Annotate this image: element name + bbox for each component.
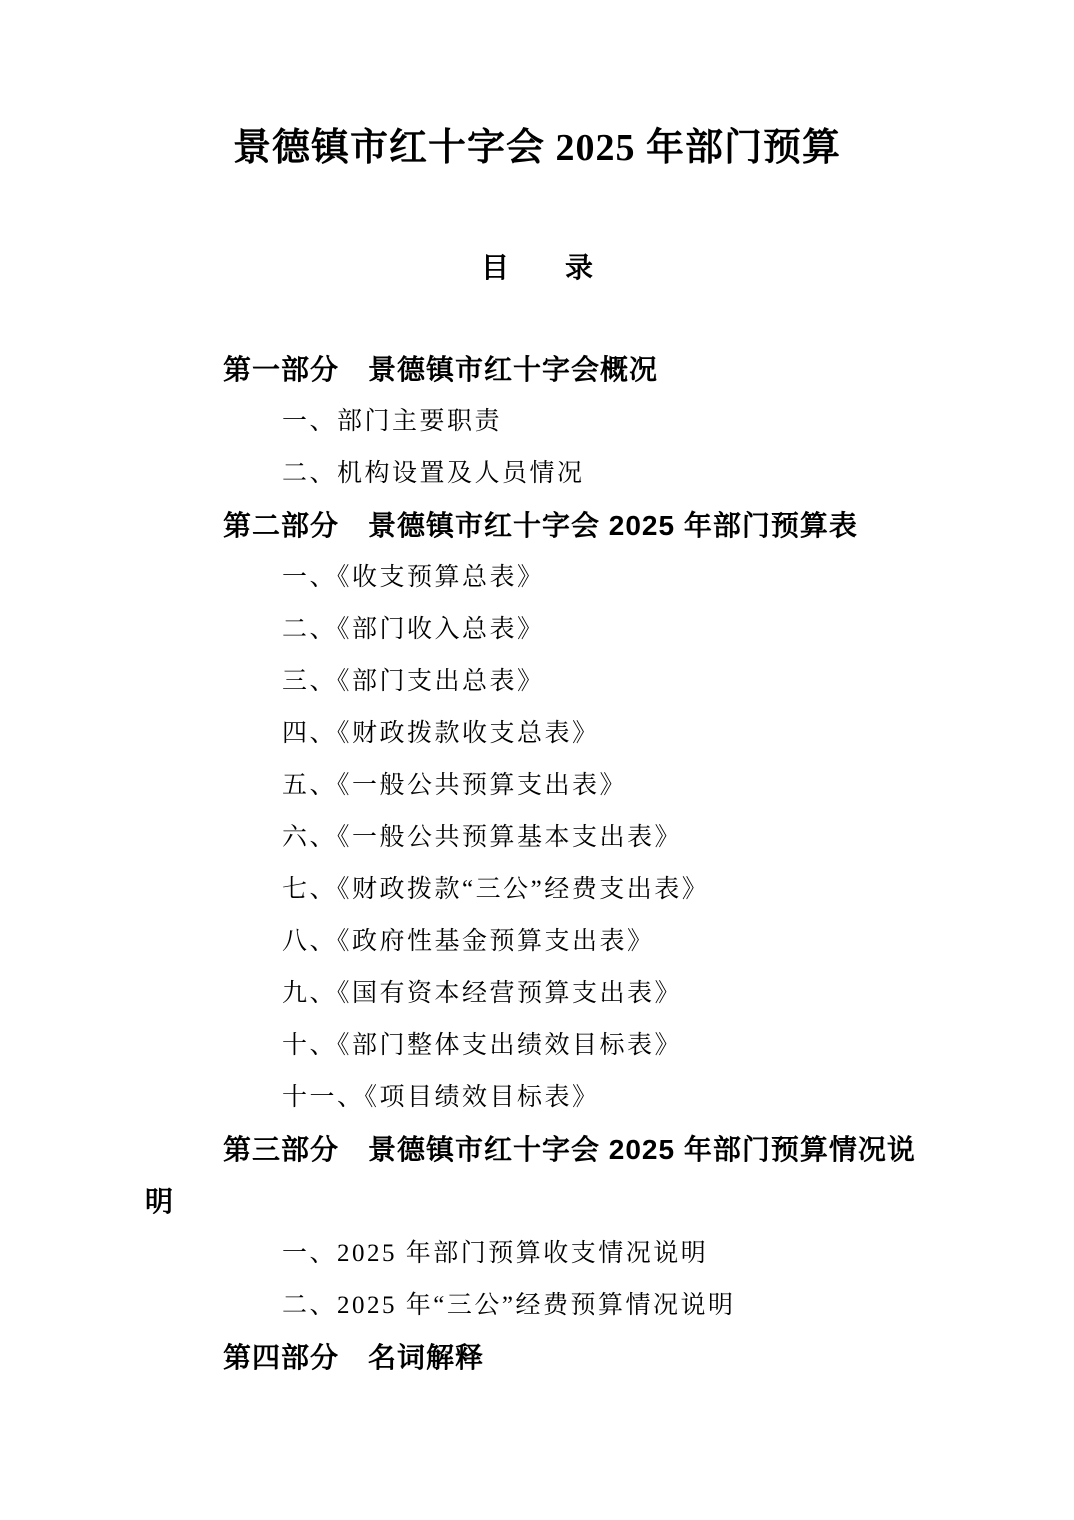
toc-heading: 目 录 (480, 252, 593, 283)
toc-item: 二、《部门收入总表》 (282, 616, 545, 643)
toc-item: 一、2025 年部门预算收支情况说明 (282, 1240, 709, 1267)
toc-item: 一、《收支预算总表》 (282, 564, 545, 591)
toc-item: 四、《财政拨款收支总表》 (282, 720, 600, 747)
toc-section-heading: 第三部分 景德镇市红十字会 2025 年部门预算情况说明 (145, 1134, 916, 1217)
toc-item: 五、《一般公共预算支出表》 (282, 772, 628, 799)
toc-item: 一、部门主要职责 (282, 408, 503, 435)
toc-item: 七、《财政拨款“三公”经费支出表》 (282, 876, 710, 903)
toc-section-heading: 第一部分 景德镇市红十字会概况 (223, 354, 659, 385)
toc-item: 三、《部门支出总表》 (282, 668, 545, 695)
toc-item: 九、《国有资本经营预算支出表》 (282, 980, 683, 1007)
toc-item: 十一、《项目绩效目标表》 (282, 1084, 600, 1111)
document-title: 景德镇市红十字会 2025 年部门预算 (232, 127, 841, 169)
table-of-contents (145, 344, 929, 1384)
toc-item: 十、《部门整体支出绩效目标表》 (282, 1032, 683, 1059)
toc-item: 六、《一般公共预算基本支出表》 (282, 824, 683, 851)
toc-item: 八、《政府性基金预算支出表》 (282, 928, 655, 955)
toc-item: 二、2025 年“三公”经费预算情况说明 (282, 1292, 736, 1319)
toc-section-heading: 第二部分 景德镇市红十字会 2025 年部门预算表 (223, 510, 858, 541)
toc-item: 二、机构设置及人员情况 (282, 460, 585, 487)
toc-section-heading: 第四部分 名词解释 (223, 1342, 485, 1373)
